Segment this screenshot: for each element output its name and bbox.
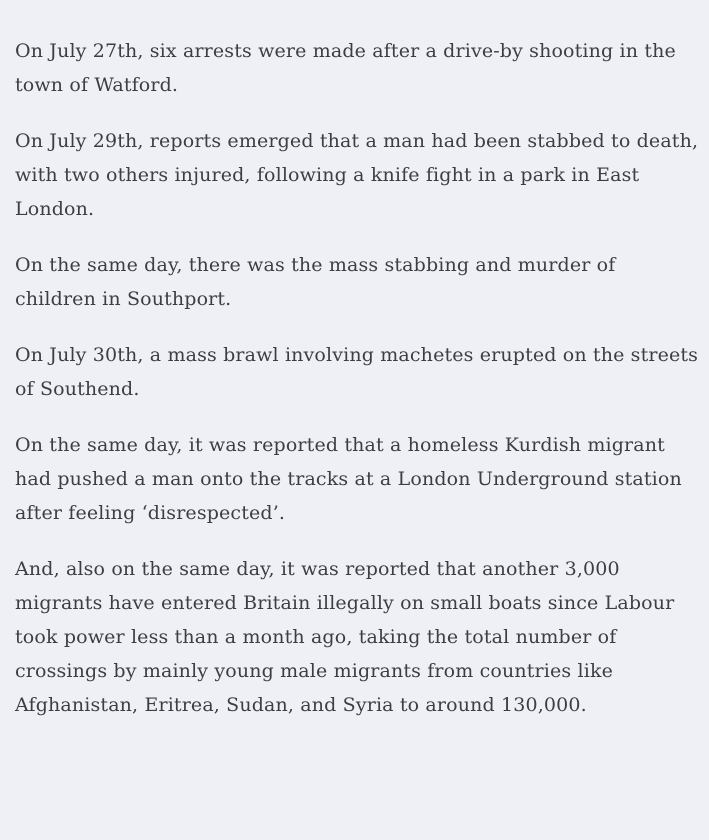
paragraph-watford-shooting: On July 27th, six arrests were made after a drive-by shooting in the town of Watford. <box>15 40 676 96</box>
paragraph-london-underground: On the same day, it was reported that a homeless Kurdish migrant had pushed a man onto the tracks at a London Underground station after feeling ‘disrespected’. <box>15 434 682 524</box>
paragraph-small-boats: And, also on the same day, it was reported that another 3,000 migrants have entered Britain illegally on small boats since Labour took power less than a month ago, taking the total number of crossings by mainly young male migrants from countries like Afghanistan, Eritrea, Sudan, and Syria to around 130,000. <box>15 558 675 716</box>
paragraph-southport-stabbing: On the same day, there was the mass stabbing and murder of children in Southport. <box>15 254 616 310</box>
paragraph-southend-brawl: On July 30th, a mass brawl involving machetes erupted on the streets of Southend. <box>15 344 699 400</box>
paragraph-east-london-stabbing: On July 29th, reports emerged that a man had been stabbed to death, with two others injured, following a knife fight in a park in East London. <box>15 130 699 220</box>
